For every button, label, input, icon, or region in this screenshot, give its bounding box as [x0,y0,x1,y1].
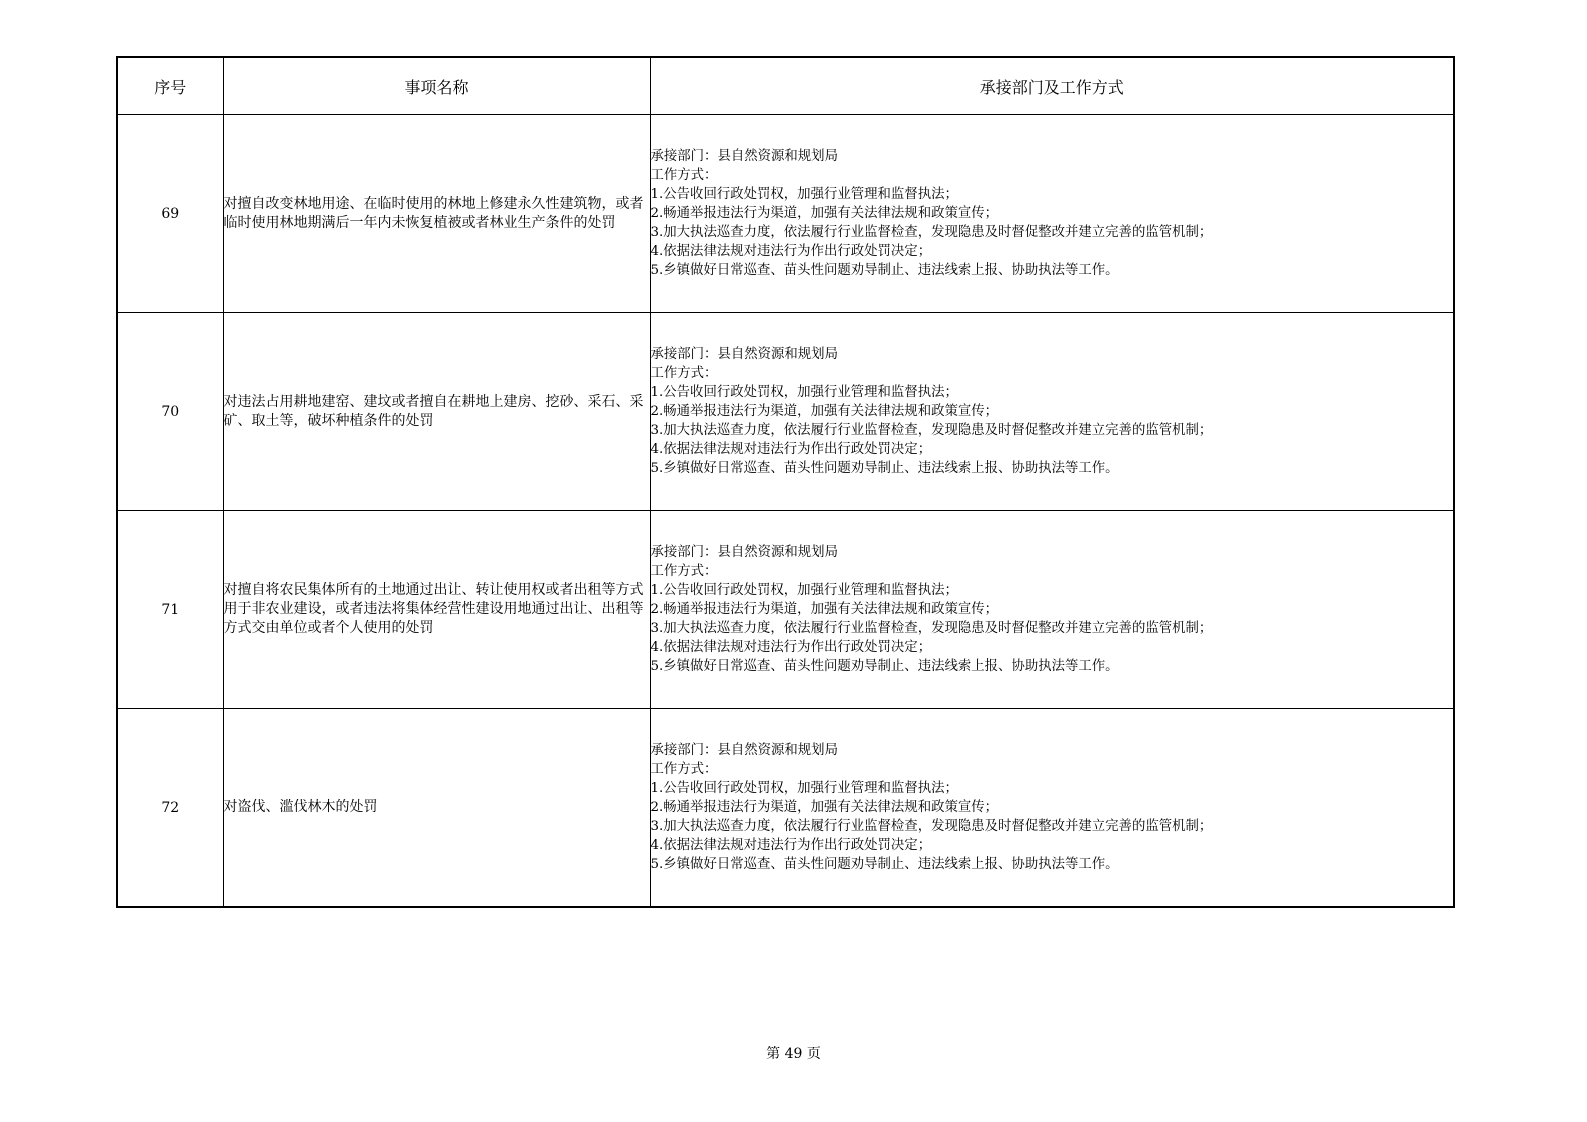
method-step: 3.加大执法巡查力度，依法履行行业监督检查，发现隐患及时督促整改并建立完善的监管机制； [650,621,1213,636]
dept-line: 承接部门：县自然资源和规划局 [650,743,838,758]
cell-dept-and-method [650,511,1454,709]
cell-dept-and-method [650,115,1454,313]
header-serial-number: 序号 [117,57,223,115]
method-step: 3.加大执法巡查力度，依法履行行业监督检查，发现隐患及时督促整改并建立完善的监管机制； [650,819,1213,834]
cell-item-name: 对擅自将农民集体所有的土地通过出让、转让使用权或者出租等方式用于非农业建设，或者违法将集体经营性建设用地通过出让、出租等方式交由单位或者个人使用的处罚 [223,511,650,709]
method-step: 1.公告收回行政处罚权，加强行业管理和监督执法； [650,385,958,400]
matters-table [116,56,1455,908]
method-heading: 工作方式： [650,762,718,777]
cell-serial-number: 69 [117,115,223,313]
table-row [117,115,1454,313]
cell-item-name: 对盗伐、滥伐林木的处罚 [223,709,650,908]
table-row [117,709,1454,908]
method-step: 1.公告收回行政处罚权，加强行业管理和监督执法； [650,781,958,796]
method-step: 3.加大执法巡查力度，依法履行行业监督检查，发现隐患及时督促整改并建立完善的监管机制； [650,423,1213,438]
method-step: 2.畅通举报违法行为渠道，加强有关法律法规和政策宣传； [650,206,999,221]
cell-item-name: 对违法占用耕地建窑、建坟或者擅自在耕地上建房、挖砂、采石、采矿、取土等，破坏种植条件的处罚 [223,313,650,511]
method-step: 4.依据法律法规对违法行为作出行政处罚决定； [650,838,932,853]
method-step: 2.畅通举报违法行为渠道，加强有关法律法规和政策宣传； [650,404,999,419]
cell-item-name: 对擅自改变林地用途、在临时使用的林地上修建永久性建筑物，或者临时使用林地期满后一年内未恢复植被或者林业生产条件的处罚 [223,115,650,313]
method-step: 5.乡镇做好日常巡查、苗头性问题劝导制止、违法线索上报、协助执法等工作。 [650,263,1119,278]
method-step: 1.公告收回行政处罚权，加强行业管理和监督执法； [650,187,958,202]
header-item-name: 事项名称 [223,57,650,115]
method-heading: 工作方式： [650,564,718,579]
method-step: 4.依据法律法规对违法行为作出行政处罚决定； [650,442,932,457]
method-step: 3.加大执法巡查力度，依法履行行业监督检查，发现隐患及时督促整改并建立完善的监管机制； [650,225,1213,240]
table-row [117,511,1454,709]
cell-serial-number: 71 [117,511,223,709]
method-step: 5.乡镇做好日常巡查、苗头性问题劝导制止、违法线索上报、协助执法等工作。 [650,461,1119,476]
method-step: 1.公告收回行政处罚权，加强行业管理和监督执法； [650,583,958,598]
method-heading: 工作方式： [650,168,718,183]
cell-dept-and-method [650,709,1454,908]
method-step: 2.畅通举报违法行为渠道，加强有关法律法规和政策宣传； [650,602,999,617]
table-header-row [117,57,1454,115]
method-step: 5.乡镇做好日常巡查、苗头性问题劝导制止、违法线索上报、协助执法等工作。 [650,857,1119,872]
dept-line: 承接部门：县自然资源和规划局 [650,545,838,560]
dept-line: 承接部门：县自然资源和规划局 [650,149,838,164]
method-heading: 工作方式： [650,366,718,381]
page-number: 第 49 页 [766,1046,821,1062]
method-step: 5.乡镇做好日常巡查、苗头性问题劝导制止、违法线索上报、协助执法等工作。 [650,659,1119,674]
method-step: 2.畅通举报违法行为渠道，加强有关法律法规和政策宣传； [650,800,999,815]
cell-serial-number: 70 [117,313,223,511]
cell-dept-and-method [650,313,1454,511]
header-dept-and-method: 承接部门及工作方式 [650,57,1454,115]
table-body [117,115,1454,908]
table-row [117,313,1454,511]
dept-line: 承接部门：县自然资源和规划局 [650,347,838,362]
method-step: 4.依据法律法规对违法行为作出行政处罚决定； [650,244,932,259]
method-step: 4.依据法律法规对违法行为作出行政处罚决定； [650,640,932,655]
cell-serial-number: 72 [117,709,223,908]
